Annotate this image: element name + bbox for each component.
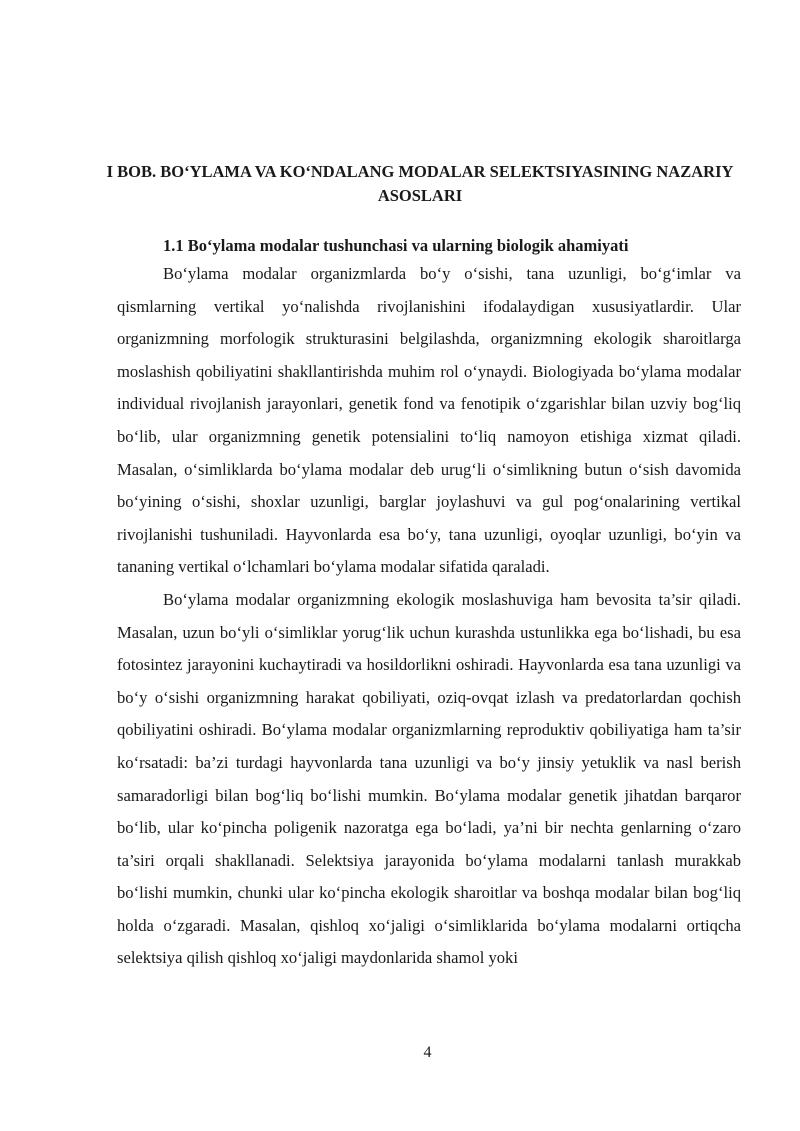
paragraph: Bo‘ylama modalar organizmning ekologik moslashuviga ham bevosita ta’sir qiladi. Masalan, uzun bo‘yli o‘simliklar yorug‘lik uchun kurashda ustunlikka ega bo‘lishadi, bu esa fotosintez jarayonini kuchaytiradi va hosildorlikni oshiradi. Hayvonlarda esa tana uzunligi va bo‘y o‘sishi organizmning harakat qobiliyati, oziq-ovqat izlash va predatorlardan qochish qobiliyatini oshiradi. Bo‘ylama modalar organizmlarning reproduktiv qobiliyatiga ham ta’sir ko‘rsatadi: ba’zi turdagi hayvonlarda tana uzunligi va bo‘y jinsiy yetuklik va nasl berish samaradorligi bilan bog‘liq bo‘lishi mumkin. Bo‘ylama modalar genetik jihatdan barqaror bo‘lib, ular ko‘pincha poligenik nazoratga ega bo‘ladi, ya’ni bir nechta genlarning o‘zaro ta’siri orqali shakllanadi. Selektsiya jarayonida bo‘ylama modalarni tanlash murakkab bo‘lishi mumkin, chunki ular ko‘pincha ekologik sharoitlar va boshqa modalar bilan bog‘liq holda o‘zgaradi. Masalan, qishloq xo‘jaligi o‘simliklarida bo‘ylama modalarni ortiqcha selektsiya qilish qishloq xo‘jaligi maydonlarida shamol yoki — [117, 589, 741, 968]
body-text — [117, 258, 741, 975]
page-number: 4 — [423, 1044, 432, 1061]
section-title: 1.1 Bo‘ylama modalar tushunchasi va ularning biologik ahamiyati — [163, 236, 629, 255]
paragraph: Bo‘ylama modalar organizmlarda bo‘y o‘sishi, tana uzunligi, bo‘g‘imlar va qismlarning vertikal yo‘nalishda rivojlanishini ifodalaydigan xususiyatlardir. Ular organizmning morfologik strukturasini belgilashda, organizmning ekologik sharoitlarga moslashish qobiliyatini shakllantirishda muhim rol o‘ynaydi. Biologiyada bo‘ylama modalar individual rivojlanish jarayonlari, genetik fond va fenotipik o‘zgarishlar bilan uzviy bog‘liq bo‘lib, ular organizmning genetik potensialini to‘liq namoyon etishiga xizmat qiladi. Masalan, o‘simliklarda bo‘ylama modalar deb urug‘li o‘simlikning butun o‘sish davomida bo‘yining o‘sishi, shoxlar uzunligi, barglar joylashuvi va gul pog‘onalarining vertikal rivojlanishi tushuniladi. Hayvonlarda esa bo‘y, tana uzunligi, oyoqlar uzunligi, bo‘yin va tananing vertikal o‘lchamlari bo‘ylama modalar sifatida qaraladi. — [117, 264, 741, 577]
chapter-title: I BOB. BO‘YLAMA VA KO‘NDALANG MODALAR SELEKTSIYASINING NAZARIY ASOSLARI — [106, 162, 734, 205]
